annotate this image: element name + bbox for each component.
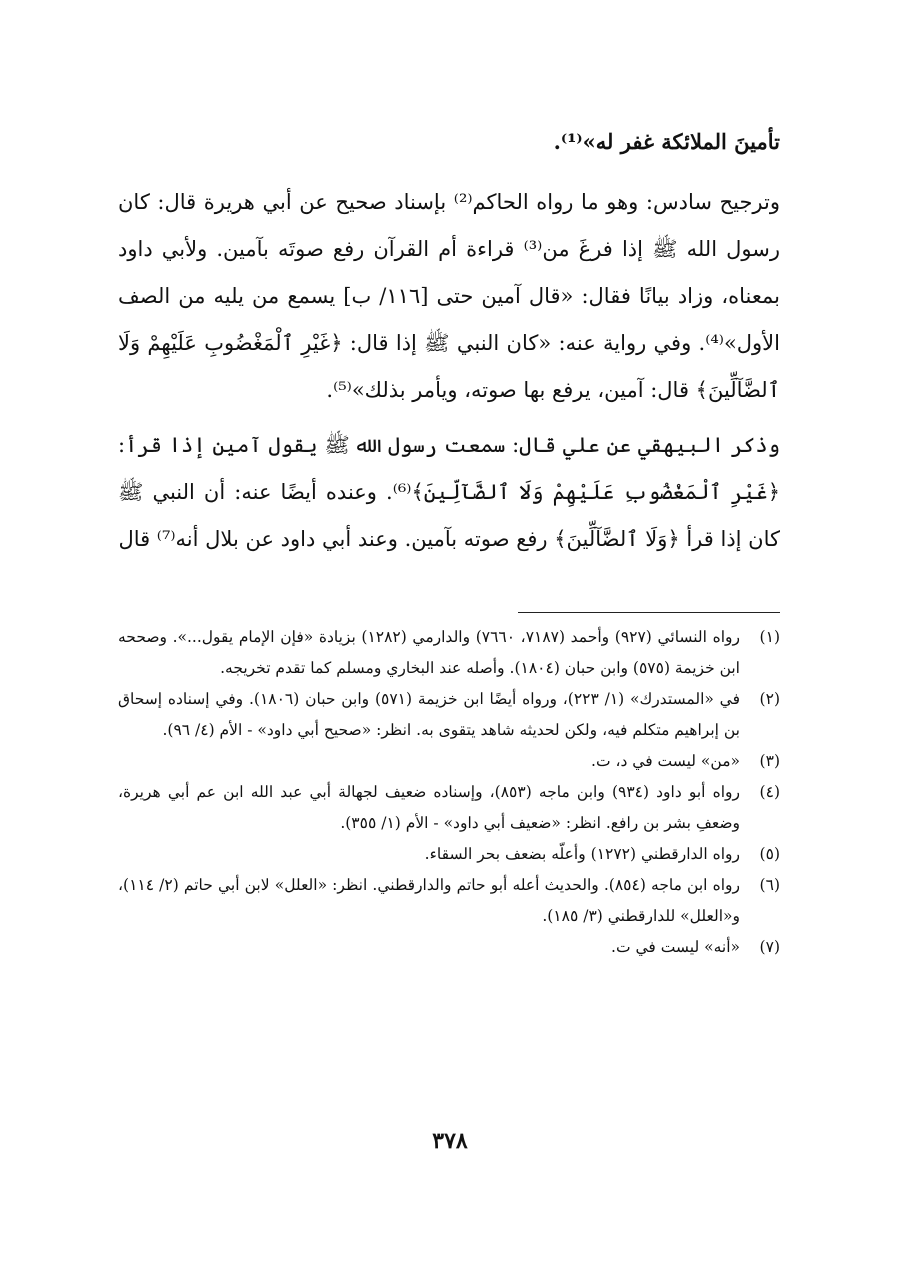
footnote-text: رواه ابن ماجه (٨٥٤). والحديث أعله أبو حاتم والدارقطني. انظر: «العلل» لابن أبي حاتم (٢/ ١١٤)، و«العلل» للدارقطني (٣/ ١٨٥).: [118, 876, 741, 925]
footnote-2: [118, 684, 780, 746]
footnote-number: (٤): [759, 783, 780, 801]
footnote-text: «من» ليست في د، ت.: [591, 752, 740, 770]
footnote-4: [118, 777, 780, 839]
paragraph-sixth-preference: وترجيح سادس: وهو ما رواه الحاكم⁽²⁾ بإسناد صحيح عن أبي هريرة قال: كان رسول الله ﷺ إذا فرغَ من⁽³⁾ قراءة أم القرآن رفع صوتَه بآمين. ولأبي داود بمعناه، وزاد بيانًا فقال: «قال آمين حتى [١١٦/ ب] يسمع من يليه من الصف الأول»⁽⁴⁾. وفي رواية عنه: «كان النبي ﷺ إذا قال: ﴿غَيْرِ ٱلْمَغْضُوبِ عَلَيْهِمْ وَلَا ٱلضَّآلِّينَ﴾ قال: آمين، يرفع بها صوته، ويأمر بذلك»⁽⁵⁾.: [118, 190, 780, 402]
footnotes: [118, 622, 780, 963]
main-text: [118, 118, 780, 563]
footnote-number: (٦): [759, 876, 780, 894]
footnote-3: [118, 746, 780, 777]
footnote-text: رواه أبو داود (٩٣٤) وابن ماجه (٨٥٣)، وإسناده ضعيف لجهالة أبي عبد الله ابن عم أبي هريرة، وضعفِ بشر بن رافع. انظر: «ضعيف أبي داود» - الأم (١/ ٣٥٥).: [118, 783, 741, 832]
page-number: ٣٧٨: [432, 1128, 468, 1154]
footnote-7: [118, 932, 780, 963]
footnote-5: [118, 839, 780, 870]
footnote-text: «أنه» ليست في ت.: [611, 938, 740, 956]
footnote-text: رواه النسائي (٩٢٧) وأحمد (٧١٨٧، ٧٦٦٠) والدارمي (١٢٨٢) بزيادة «فإن الإمام يقول...». وصححه ابن خزيمة (٥٧٥) وابن حبان (١٨٠٤). وأصله عند البخاري ومسلم كما تقدم تخريجه.: [118, 628, 740, 677]
footnote-text: في «المستدرك» (١/ ٢٢٣)، ورواه أيضًا ابن خزيمة (٥٧١) وابن حبان (١٨٠٦). وفي إسناده إسحاق بن إبراهيم متكلم فيه، ولكن لحديثه شاهد يتقوى به. انظر: «صحيح أبي داود» - الأم (٤/ ٩٦).: [118, 690, 740, 739]
footnote-6: [118, 870, 780, 932]
footnote-number: (٣): [759, 752, 780, 770]
footnote-1: [118, 622, 780, 684]
footnote-separator: [518, 612, 780, 613]
paragraph-bayhaqi: وذكر البيهقي عن علي قال: سمعت رسول الله ﷺ يقول آمين إذا قرأ: ﴿غَيْرِ ٱلْمَغْضُوبِ عَلَيْهِمْ وَلَا ٱلضَّآلِّينَ﴾⁽⁶⁾. وعنده أيضًا عنه: أن النبي ﷺ كان إذا قرأ ﴿وَلَا ٱلضَّآلِّينَ﴾ رفع صوته بآمين. وعند أبي داود عن بلال أنه⁽⁷⁾ قال: [118, 433, 780, 551]
footnote-text: رواه الدارقطني (١٢٧٢) وأعلّه بضعف بحر السقاء.: [424, 845, 740, 863]
opening-line: تأمينَ الملائكة غفر له»⁽¹⁾.: [553, 129, 780, 154]
footnote-number: (٥): [759, 845, 780, 863]
footnote-number: (١): [759, 628, 780, 646]
footnote-number: (٢): [759, 690, 780, 708]
footnote-number: (٧): [759, 938, 780, 956]
